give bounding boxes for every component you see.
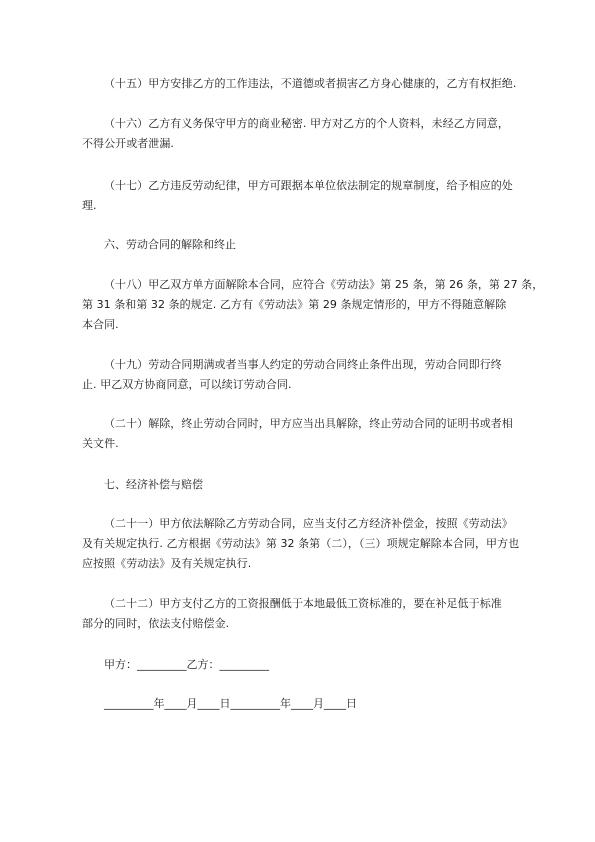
signature-parties-line: 甲方：_________乙方：_________ <box>104 658 269 671</box>
clause-line: 关文件. <box>82 437 119 450</box>
clause-line: （十六）乙方有义务保守甲方的商业秘密. 甲方对乙方的个人资料，未经乙方同意， <box>104 117 509 130</box>
clause-22 <box>82 594 532 634</box>
clause-19 <box>82 355 532 395</box>
section-heading-6: 六、劳动合同的解除和终止 <box>104 238 236 251</box>
clause-line: （十五）甲方安排乙方的工作违法，不道德或者损害乙方身心健康的，乙方有权拒绝. <box>104 77 517 90</box>
section-heading-7: 七、经济补偿与赔偿 <box>104 478 203 491</box>
clause-line: 应按照《劳动法》及有关规定执行. <box>82 557 252 570</box>
clause-16 <box>82 114 532 154</box>
clause-21 <box>82 514 532 574</box>
clause-line: （十八）甲乙双方单方面解除本合同，应符合《劳动法》第 25 条，第 26 条，第 27 条， <box>104 278 544 291</box>
clause-line: （十七）乙方违反劳动纪律，甲方可跟据本单位依法制定的规章制度，给予相应的处 <box>104 179 513 192</box>
clause-17 <box>82 176 532 216</box>
clause-line: 部分的同时，依法支付赔偿金. <box>82 617 230 630</box>
clause-20 <box>82 414 532 454</box>
clause-line: 及有关规定执行. 乙方根据《劳动法》第 32 条第（二），（三）项规定解除本合同，甲方也 <box>82 537 520 550</box>
clause-line: 不得公开或者泄漏. <box>82 137 174 150</box>
clause-line: 理. <box>82 199 97 212</box>
clause-15 <box>82 74 532 94</box>
clause-line: 本合同. <box>82 318 119 331</box>
clause-18 <box>82 275 544 335</box>
clause-line: 止. 甲乙双方协商同意，可以续订劳动合同. <box>82 378 292 391</box>
clause-line: 第 31 条和第 32 条的规定. 乙方有《劳动法》第 29 条规定情形的，甲方不得随意解除 <box>82 298 507 311</box>
clause-line: （二十二）甲方支付乙方的工资报酬低于本地最低工资标准的，要在补足低于标准 <box>104 597 502 610</box>
clause-line: （十九）劳动合同期满或者当事人约定的劳动合同终止条件出现，劳动合同即行终 <box>104 358 502 371</box>
clause-line: （二十一）甲方依法解除乙方劳动合同，应当支付乙方经济补偿金，按照《劳动法》 <box>104 517 513 530</box>
clause-line: （二十）解除，终止劳动合同时，甲方应当出具解除，终止劳动合同的证明书或者相 <box>104 417 513 430</box>
signature-dates-line: _________年____月____日_________年____月____日 <box>104 697 357 710</box>
